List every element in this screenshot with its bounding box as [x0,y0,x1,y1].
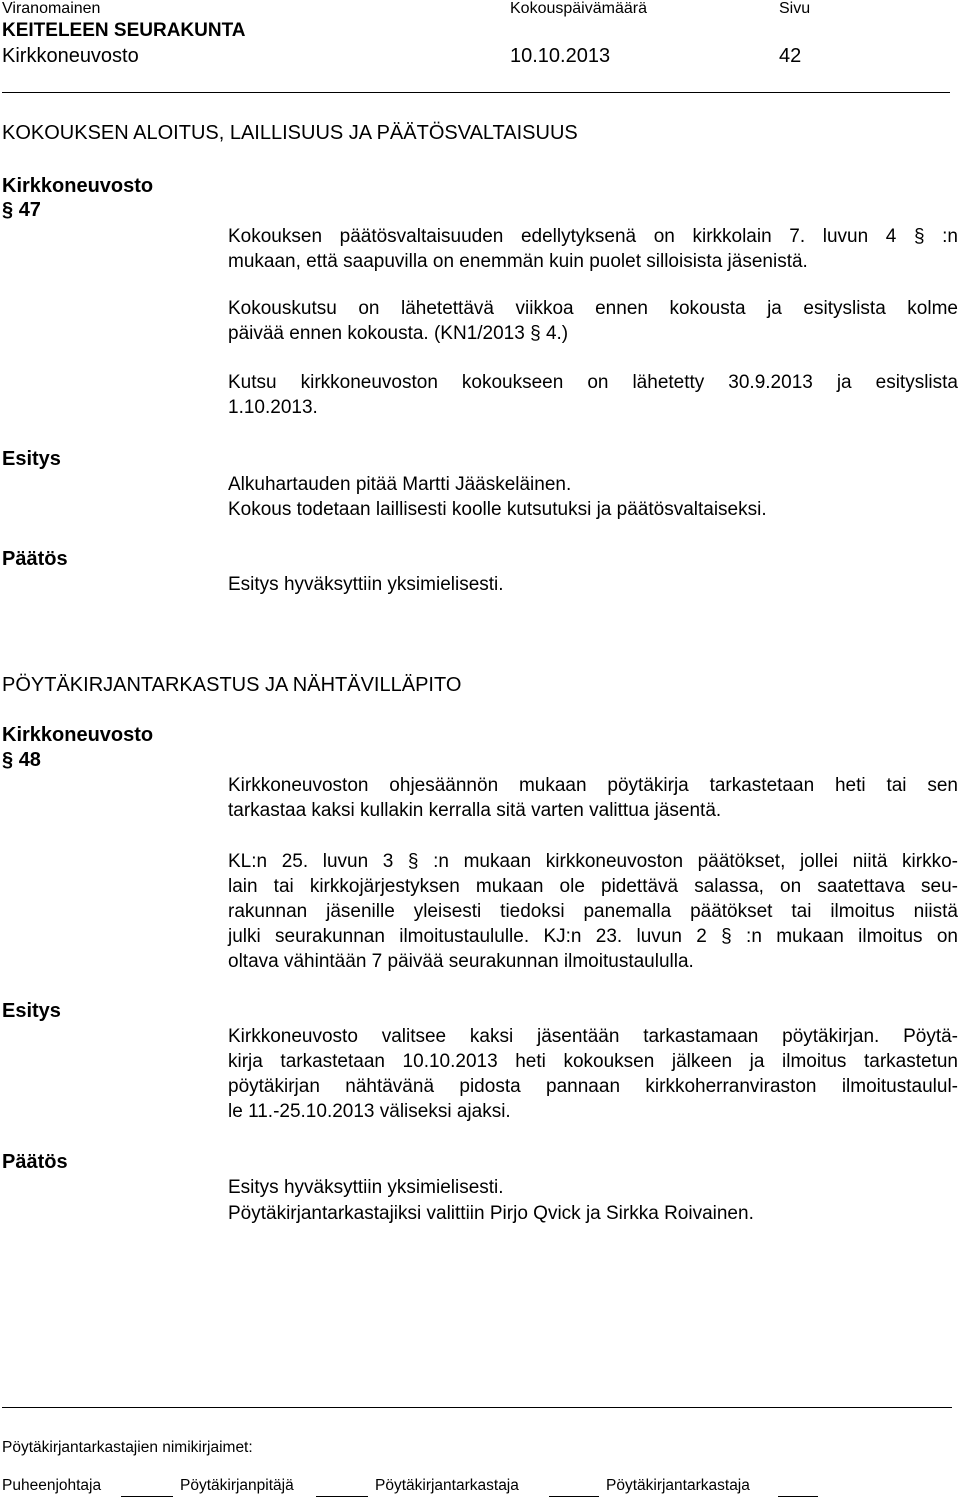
section-number: § 47 [2,199,41,221]
decision-line: Esitys hyväksyttiin yksimielisesti. [228,574,504,595]
signature-line-secretary [316,1496,368,1497]
paragraph-line: lain tai kirkkojärjestyksen mukaan ole pidettävä salassa, on saatettava seu- [228,876,958,897]
section-body-label: Kirkkoneuvosto [2,724,154,746]
footer-rule [2,1407,952,1408]
decision-line: Pöytäkirjantarkastajiksi valittiin Pirjo Qvick ja Sirkka Roivainen. [228,1203,754,1224]
paragraph-line: Kirkkoneuvosto valitsee kaksi jäsentään tarkastamaan pöytäkirjan. Pöytä- [228,1026,958,1047]
paragraph-line: Kirkkoneuvoston ohjesäännön mukaan pöytäkirja tarkastetaan heti tai sen [228,775,958,796]
paragraph-line: kirja tarkastetaan 10.10.2013 heti kokouksen jälkeen ja ilmoitus tarkastetun [228,1051,958,1072]
signature-role-chair: Puheenjohtaja [2,1477,102,1494]
header-meeting-date: 10.10.2013 [510,45,611,67]
paatos-label: Päätös [2,1151,68,1173]
paragraph-line: julki seurakunnan ilmoitustaululle. KJ:n 23. luvun 2 § :n mukaan ilmoitus on [228,926,958,947]
paragraph-line: päivää ennen kokousta. (KN1/2013 § 4.) [228,323,569,344]
paragraph-line: Kokouksen päätösvaltaisuuden edellytyksenä on kirkkolain 7. luvun 4 § :n [228,226,958,247]
header-rule [2,92,950,93]
paragraph-line: Kokous todetaan laillisesti koolle kutsutuksi ja päätösvaltaiseksi. [228,499,767,520]
paragraph-line: rakunnan jäsenille yleisesti tiedoksi panemalla päätökset tai ilmoitus niistä [228,901,958,922]
paragraph-line: oltava vähintään 7 päivää seurakunnan ilmoitustaululla. [228,951,694,972]
paragraph-line: tarkastaa kaksi kullakin kerralla sitä varten valittua jäsentä. [228,800,722,821]
signature-role-inspector-1: Pöytäkirjantarkastaja [375,1477,519,1494]
signatures-label: Pöytäkirjantarkastajien nimikirjaimet: [2,1439,253,1456]
paragraph-line: KL:n 25. luvun 3 § :n mukaan kirkkoneuvoston päätökset, jollei niitä kirkko- [228,851,958,872]
esitys-label: Esitys [2,1000,61,1022]
signature-role-secretary: Pöytäkirjanpitäjä [180,1477,294,1494]
paragraph-line: Kokouskutsu on lähetettävä viikkoa ennen kokousta ja esityslista kolme [228,298,958,319]
signature-role-inspector-2: Pöytäkirjantarkastaja [606,1477,750,1494]
header-page-number: 42 [779,45,802,67]
signature-line-chair [121,1496,173,1497]
paragraph-line: Kutsu kirkkoneuvoston kokoukseen on lähetetty 30.9.2013 ja esityslista [228,372,958,393]
header-organization: KEITELEEN SEURAKUNTA [2,20,246,41]
paragraph-line: Alkuhartauden pitää Martti Jääskeläinen. [228,474,572,495]
signature-line-inspector-1 [549,1496,599,1497]
esitys-label: Esitys [2,448,61,470]
paragraph-line: le 11.-25.10.2013 väliseksi ajaksi. [228,1101,511,1122]
paragraph-line: pöytäkirjan nähtävänä pidosta pannaan kirkkoherranviraston ilmoitustaulul- [228,1076,958,1097]
decision-line: Esitys hyväksyttiin yksimielisesti. [228,1177,504,1198]
header-body-name: Kirkkoneuvosto [2,45,139,67]
paragraph-line: mukaan, että saapuvilla on enemmän kuin puolet silloisista jäsenistä. [228,251,808,272]
header-authority-label: Viranomainen [2,0,101,17]
signature-line-inspector-2 [778,1496,818,1497]
section-number-value: 47 [18,199,41,221]
section-title: PÖYTÄKIRJANTARKASTUS JA NÄHTÄVILLÄPITO [2,674,462,696]
section-title: KOKOUKSEN ALOITUS, LAILLISUUS JA PÄÄTÖSVALTAISUUS [2,122,578,144]
paatos-label: Päätös [2,548,68,570]
paragraph-line: 1.10.2013. [228,397,318,418]
header-page-label: Sivu [779,0,811,17]
section-body-label: Kirkkoneuvosto [2,175,154,197]
section-number: § 48 [2,749,41,771]
section-number-value: 48 [18,749,41,771]
header-date-label: Kokouspäivämäärä [510,0,647,17]
